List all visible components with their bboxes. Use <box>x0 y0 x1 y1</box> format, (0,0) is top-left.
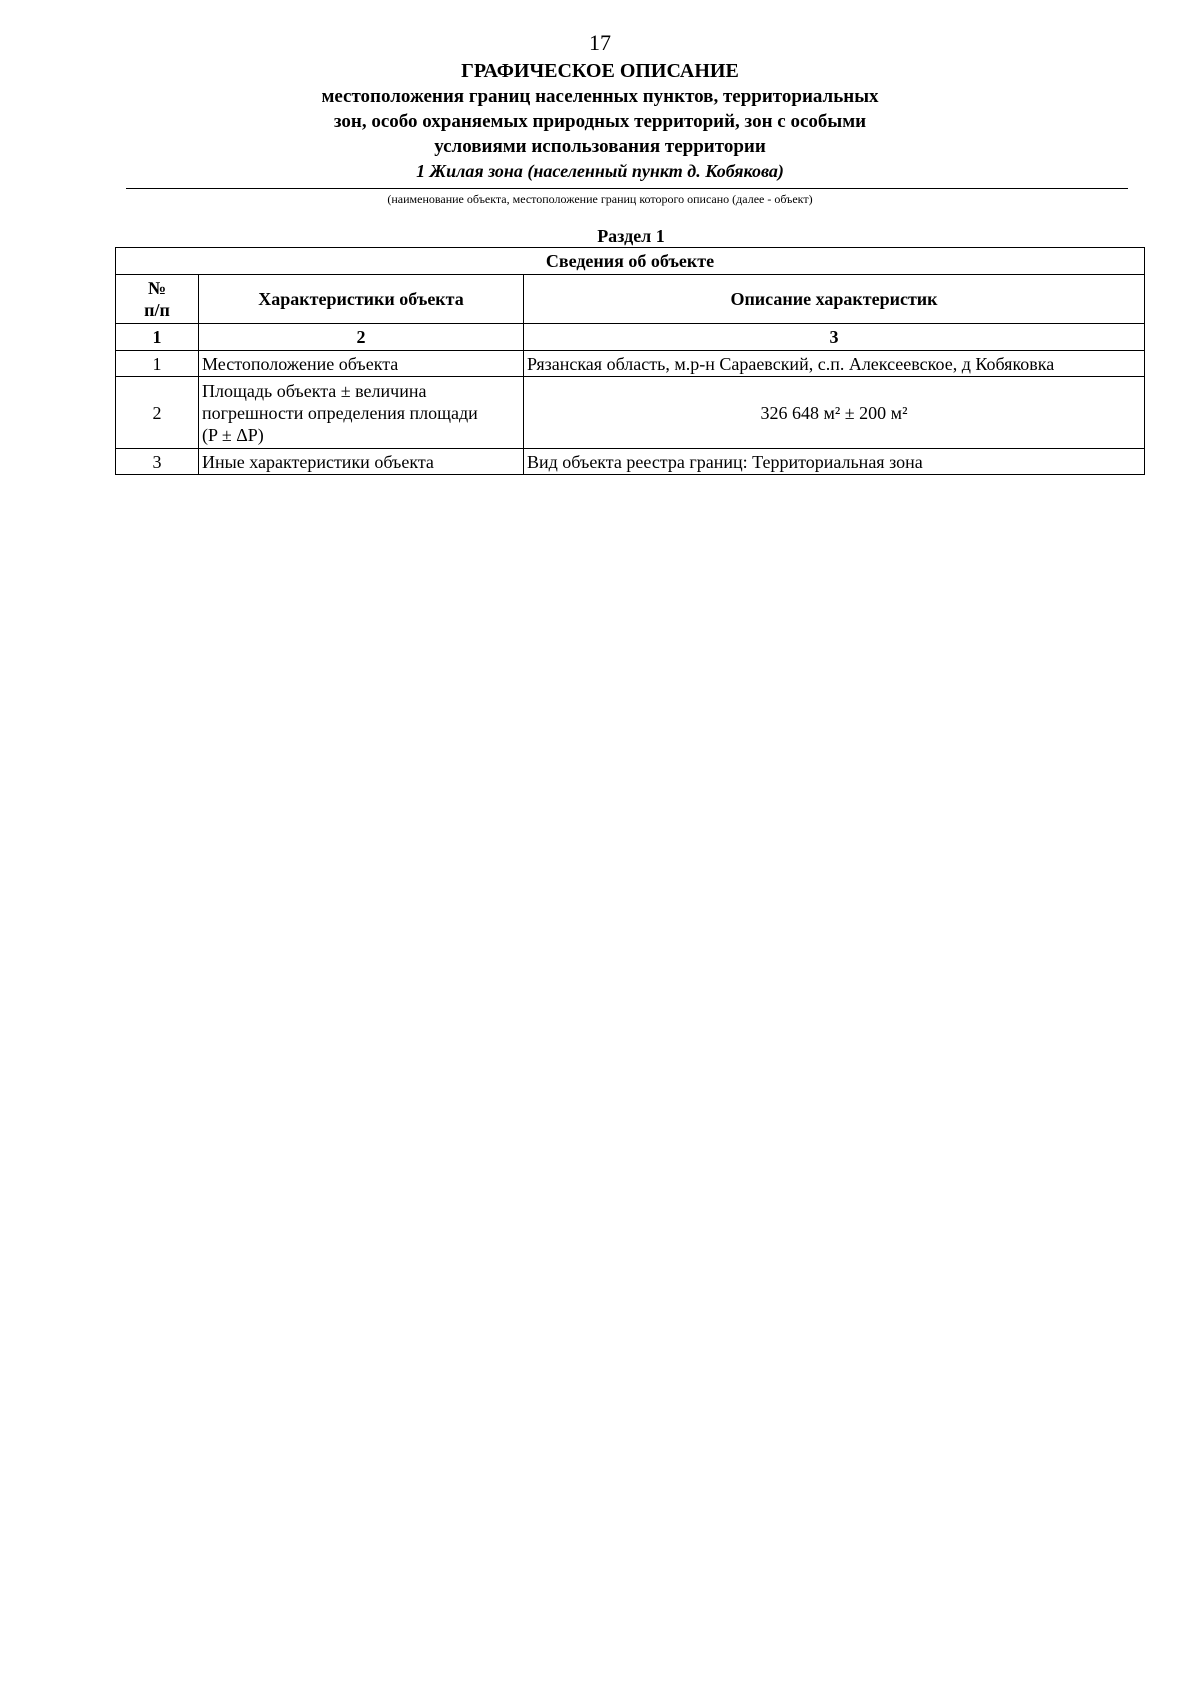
document-subtitle-line-1: местоположения границ населенных пунктов, территориальных <box>321 86 879 107</box>
row-number: 3 <box>116 449 199 475</box>
row-number: 1 <box>116 351 199 377</box>
document-subtitle-line-2: зон, особо охраняемых природных территорий, зон с особыми <box>333 111 867 132</box>
table-row <box>116 351 1145 377</box>
column-number-2: 2 <box>199 324 524 351</box>
table-header-row <box>116 275 1145 324</box>
column-numbers-row <box>116 324 1145 351</box>
title-block <box>0 58 1200 184</box>
header-number-line-2: п/п <box>144 300 170 320</box>
row-characteristic-line-3: (P ± ΔP) <box>202 424 264 445</box>
row-characteristic-line-1: Площадь объекта ± величина <box>202 380 427 401</box>
document-title: ГРАФИЧЕСКОЕ ОПИСАНИЕ <box>461 60 739 82</box>
table-caption: Сведения об объекте <box>116 248 1145 275</box>
header-description: Описание характеристик <box>524 275 1145 324</box>
row-description: Вид объекта реестра границ: Территориальная зона <box>524 449 1145 475</box>
column-number-3: 3 <box>524 324 1145 351</box>
object-info-table <box>115 247 1145 475</box>
row-number: 2 <box>116 377 199 449</box>
table-row <box>116 449 1145 475</box>
row-characteristic-line-2: погрешности определения площади <box>202 402 478 423</box>
document-subtitle-line-3: условиями использования территории <box>434 136 766 157</box>
row-characteristic <box>199 377 524 449</box>
header-number-line-1: № <box>147 278 167 298</box>
table-caption-row <box>116 248 1145 275</box>
column-number-1: 1 <box>116 324 199 351</box>
header-number <box>116 275 199 324</box>
page-number: 17 <box>589 30 611 55</box>
object-caption: (наименование объекта, местоположение границ которого описано (далее - объект) <box>387 192 813 206</box>
row-characteristic: Местоположение объекта <box>199 351 524 377</box>
object-name-underline <box>126 188 1128 189</box>
header-characteristic: Характеристики объекта <box>199 275 524 324</box>
section-title: Раздел 1 <box>597 226 665 246</box>
object-name: 1 Жилая зона (населенный пункт д. Кобякова) <box>416 161 784 181</box>
row-description: 326 648 м² ± 200 м² <box>524 377 1145 449</box>
row-characteristic: Иные характеристики объекта <box>199 449 524 475</box>
table-row <box>116 377 1145 449</box>
row-description: Рязанская область, м.р-н Сараевский, с.п. Алексеевское, д Кобяковка <box>524 351 1145 377</box>
